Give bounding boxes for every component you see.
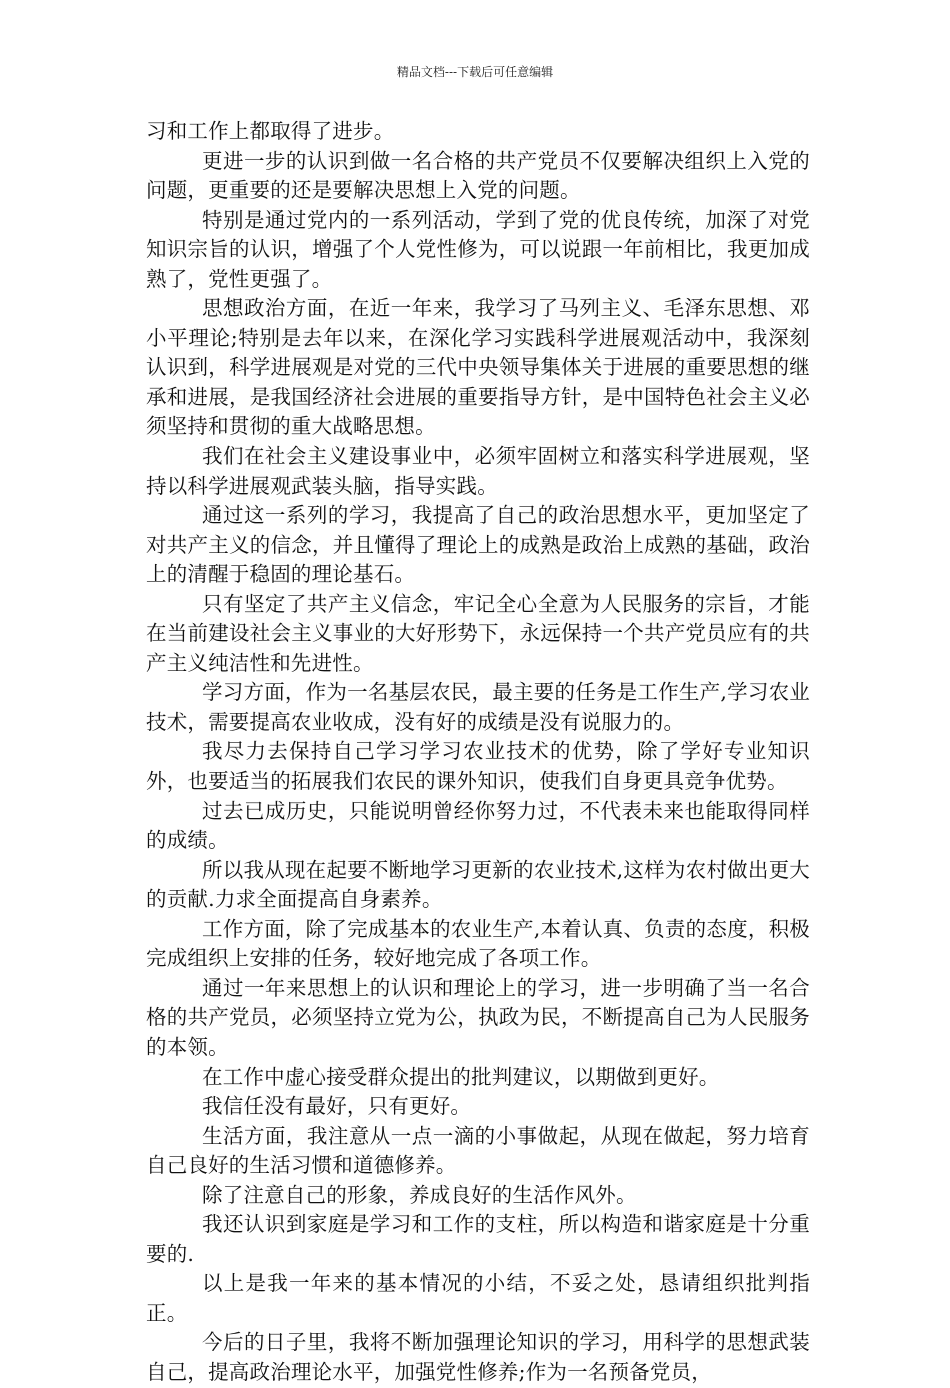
- paragraph-13: 通过一年来思想上的认识和理论上的学习，进一步明确了当一名合格的共产党员，必须坚持立党为公，执政为民，不断提高自己为人民服务的本领。: [146, 975, 810, 1059]
- paragraph-6: 通过这一系列的学习，我提高了自己的政治思想水平，更加坚定了对共产主义的信念，并且懂得了理论上的成熟是政治上成熟的基础，政治上的清醒于稳固的理论基石。: [146, 503, 810, 587]
- paragraph-20: 今后的日子里，我将不断加强理论知识的学习，用科学的思想武装自己，提高政治理论水平，加强党性修养;作为一名预备党员，: [146, 1330, 810, 1384]
- paragraph-17: 除了注意自己的形象，养成良好的生活作风外。: [202, 1182, 637, 1207]
- paragraph-7: 只有坚定了共产主义信念，牢记全心全意为人民服务的宗旨，才能在当前建设社会主义事业的大好形势下，永远保持一个共产党员应有的共产主义纯洁性和先进性。: [146, 591, 810, 675]
- paragraph-9: 我尽力去保持自己学习学习农业技术的优势，除了学好专业知识外，也要适当的拓展我们农民的课外知识，使我们自身更具竞争优势。: [146, 739, 810, 794]
- paragraph-8: 学习方面，作为一名基层农民，最主要的任务是工作生产,学习农业技术，需要提高农业收成，没有好的成绩是没有说服力的。: [146, 680, 810, 734]
- paragraph-1: 习和工作上都取得了进步。: [146, 119, 395, 143]
- paragraph-16: 生活方面，我注意从一点一滴的小事做起，从现在做起，努力培育自己良好的生活习惯和道德修养。: [146, 1123, 810, 1178]
- paragraph-19: 以上是我一年来的基本情况的小结，不妥之处，恳请组织批判指正。: [146, 1271, 810, 1325]
- page-header: 精品文档---下载后可任意编辑: [396, 65, 554, 79]
- paragraph-5: 我们在社会主义建设事业中，必须牢固树立和落实科学进展观，坚持以科学进展观武装头脑，指导实践。: [146, 444, 810, 498]
- paragraph-10: 过去已成历史，只能说明曾经你努力过，不代表未来也能取得同样的成绩。: [146, 798, 810, 853]
- paragraph-12: 工作方面，除了完成基本的农业生产,本着认真、负责的态度，积极完成组织上安排的任务，较好地完成了各项工作。: [146, 916, 810, 971]
- document-body: [146, 117, 810, 1388]
- paragraph-4: 思想政治方面，在近一年来，我学习了马列主义、毛泽东思想、邓小平理论;特别是去年以来，在深化学习实践科学进展观活动中，我深刻认识到，科学进展观是对党的三代中央领导集体关于进展的重要思想的继承和进展，是我国经济社会进展的重要指导方针，是中国特色社会主义必须坚持和贯彻的重大战略思想。: [146, 296, 810, 439]
- paragraph-18: 我还认识到家庭是学习和工作的支柱，所以构造和谐家庭是十分重要的.: [146, 1212, 810, 1266]
- paragraph-15: 我信任没有最好，只有更好。: [202, 1094, 472, 1119]
- paragraph-2: 更进一步的认识到做一名合格的共产党员不仅要解决组织上入党的问题，更重要的还是要解决思想上入党的问题。: [146, 148, 810, 203]
- paragraph-14: 在工作中虚心接受群众提出的批判建议，以期做到更好。: [202, 1064, 720, 1089]
- paragraph-11: 所以我从现在起要不断地学习更新的农业技术,这样为农村做出更大的贡献.力求全面提高自身素养。: [146, 857, 810, 912]
- paragraph-3: 特别是通过党内的一系列活动，学到了党的优良传统，加深了对党知识宗旨的认识，增强了个人党性修为，可以说跟一年前相比，我更加成熟了，党性更强了。: [146, 207, 810, 291]
